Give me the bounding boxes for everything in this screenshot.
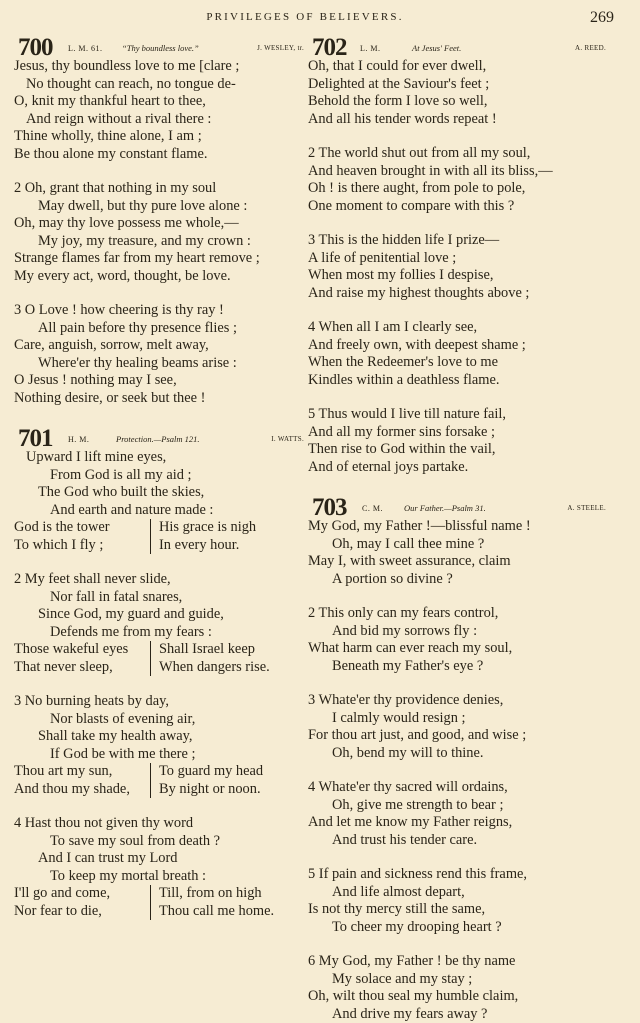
hymn-line: Nor fear to die, <box>14 903 150 921</box>
hymn-line: Beneath my Father's eye ? <box>308 658 608 676</box>
hymn-line: Shall Israel keep <box>150 641 255 659</box>
hymn-line: Where'er thy healing beams arise : <box>14 355 306 373</box>
hymn-line: 3 Whate'er thy providence denies, <box>308 692 608 710</box>
hymn-line: In every hour. <box>150 537 239 555</box>
hymn-703 <box>308 494 608 1023</box>
hymn-line: And earth and nature made : <box>14 502 306 520</box>
hymn-author: A. STEELE. <box>567 504 606 512</box>
left-column <box>14 34 306 920</box>
hymn-line: From God is all my aid ; <box>14 467 306 485</box>
hymn-split-line <box>14 519 306 537</box>
hymn-number: 700 <box>18 36 53 60</box>
hymn-line: All pain before thy presence flies ; <box>14 320 306 338</box>
hymn-line: And all his tender words repeat ! <box>308 111 608 129</box>
hymn-line: Oh, that I could for ever dwell, <box>308 58 608 76</box>
hymn-split-line <box>14 659 306 677</box>
hymn-header <box>14 425 306 449</box>
hymn-line: Oh, bend my will to thine. <box>308 745 608 763</box>
hymn-line: O, knit my thankful heart to thee, <box>14 93 306 111</box>
hymn-line: And drive my fears away ? <box>308 1006 608 1023</box>
hymn-line: No thought can reach, no tongue de- <box>14 76 306 94</box>
hymn-line: 3 O Love ! how cheering is thy ray ! <box>14 302 306 320</box>
hymn-line: Then rise to God within the vail, <box>308 441 608 459</box>
hymn-line: Oh ! is there aught, from pole to pole, <box>308 180 608 198</box>
hymn-source: At Jesus' Feet. <box>412 43 461 53</box>
hymn-line: May I, with sweet assurance, claim <box>308 553 608 571</box>
hymn-line: And bid my sorrows fly : <box>308 623 608 641</box>
hymn-line: Nothing desire, or seek but thee ! <box>14 390 306 408</box>
running-header <box>0 9 640 27</box>
hymn-source: “Thy boundless love.” <box>122 43 199 53</box>
hymn-line: A life of penitential love ; <box>308 250 608 268</box>
running-title: PRIVILEGES OF BELIEVERS. <box>0 11 610 23</box>
hymn-line: My solace and my stay ; <box>308 971 608 989</box>
hymn-line: And heaven brought in with all its bliss,— <box>308 163 608 181</box>
hymn-header <box>308 34 608 58</box>
hymn-line: And reign without a rival there : <box>14 111 306 129</box>
hymn-line: 4 Whate'er thy sacred will ordains, <box>308 779 608 797</box>
hymn-line: Oh, give me strength to bear ; <box>308 797 608 815</box>
hymn-split-line <box>14 641 306 659</box>
hymn-line: One moment to compare with this ? <box>308 198 608 216</box>
hymn-line: 2 My feet shall never slide, <box>14 571 306 589</box>
hymn-line: Strange flames far from my heart remove ; <box>14 250 306 268</box>
hymn-line: Till, from on high <box>150 885 262 903</box>
hymn-split-line <box>14 763 306 781</box>
hymn-line: Care, anguish, sorrow, melt away, <box>14 337 306 355</box>
hymn-line: Since God, my guard and guide, <box>14 606 306 624</box>
hymn-line: And all my former sins forsake ; <box>308 424 608 442</box>
hymn-line: To keep my mortal breath : <box>14 868 306 886</box>
hymn-line: The God who built the skies, <box>14 484 306 502</box>
hymn-split-line <box>14 537 306 555</box>
hymn-line: Thine wholly, thine alone, I am ; <box>14 128 306 146</box>
hymn-line: That never sleep, <box>14 659 150 677</box>
hymn-meter: L. M. <box>360 44 381 53</box>
hymn-line: Those wakeful eyes <box>14 641 150 659</box>
hymn-line: 4 When all I am I clearly see, <box>308 319 608 337</box>
hymn-line: What harm can ever reach my soul, <box>308 640 608 658</box>
hymn-author: A. REED. <box>575 44 606 52</box>
hymn-line: To guard my head <box>150 763 263 781</box>
hymn-line: Kindles within a deathless flame. <box>308 372 608 390</box>
hymn-line: Delighted at the Saviour's feet ; <box>308 76 608 94</box>
hymn-line: When most my follies I despise, <box>308 267 608 285</box>
hymn-701 <box>14 425 306 920</box>
hymn-line: 3 No burning heats by day, <box>14 693 306 711</box>
hymn-line: To save my soul from death ? <box>14 833 306 851</box>
hymn-line: And raise my highest thoughts above ; <box>308 285 608 303</box>
hymn-700 <box>14 34 306 407</box>
hymn-line: And thou my shade, <box>14 781 150 799</box>
hymn-line: 2 Oh, grant that nothing in my soul <box>14 180 306 198</box>
hymn-line: And life almost depart, <box>308 884 608 902</box>
hymn-line: Shall take my health away, <box>14 728 306 746</box>
hymn-line: Upward I lift mine eyes, <box>14 449 306 467</box>
page-number: 269 <box>590 9 614 27</box>
hymn-line: Nor fall in fatal snares, <box>14 589 306 607</box>
hymn-number: 703 <box>312 496 347 520</box>
hymn-line: Oh, wilt thou seal my humble claim, <box>308 988 608 1006</box>
hymn-line: When the Redeemer's love to me <box>308 354 608 372</box>
hymn-line: And of eternal joys partake. <box>308 459 608 477</box>
hymn-line: For thou art just, and good, and wise ; <box>308 727 608 745</box>
hymn-author: J. WESLEY, tr. <box>257 44 304 52</box>
hymn-number: 702 <box>312 36 347 60</box>
hymn-line: 2 The world shut out from all my soul, <box>308 145 608 163</box>
hymn-line: And I can trust my Lord <box>14 850 306 868</box>
hymn-line: Is not thy mercy still the same, <box>308 901 608 919</box>
hymn-line: And trust his tender care. <box>308 832 608 850</box>
hymn-line: Be thou alone my constant flame. <box>14 146 306 164</box>
hymn-source: Our Father.—Psalm 31. <box>404 503 486 513</box>
hymn-line: 6 My God, my Father ! be thy name <box>308 953 608 971</box>
hymn-number: 701 <box>18 427 53 451</box>
hymn-line: Oh, may thy love possess me whole,— <box>14 215 306 233</box>
hymn-line: Oh, may I call thee mine ? <box>308 536 608 554</box>
hymn-header <box>14 34 306 58</box>
hymn-line: To cheer my drooping heart ? <box>308 919 608 937</box>
hymn-line: And let me know my Father reigns, <box>308 814 608 832</box>
hymn-line: If God be with me there ; <box>14 746 306 764</box>
hymn-split-line <box>14 903 306 921</box>
hymn-line: Nor blasts of evening air, <box>14 711 306 729</box>
hymn-line: I'll go and come, <box>14 885 150 903</box>
hymn-line: O Jesus ! nothing may I see, <box>14 372 306 390</box>
hymn-line: 2 This only can my fears control, <box>308 605 608 623</box>
hymn-meter: L. M. 61. <box>68 44 103 53</box>
hymn-line: 4 Hast thou not given thy word <box>14 815 306 833</box>
hymn-meter: C. M. <box>362 504 383 513</box>
hymn-line: God is the tower <box>14 519 150 537</box>
hymn-line: A portion so divine ? <box>308 571 608 589</box>
hymn-author: I. WATTS. <box>271 435 304 443</box>
hymn-line: Behold the form I love so well, <box>308 93 608 111</box>
hymn-line: And freely own, with deepest shame ; <box>308 337 608 355</box>
hymn-line: 3 This is the hidden life I prize— <box>308 232 608 250</box>
hymn-line: I calmly would resign ; <box>308 710 608 728</box>
hymn-702 <box>308 34 608 476</box>
hymn-split-line <box>14 781 306 799</box>
hymn-split-line <box>14 885 306 903</box>
hymn-line: Jesus, thy boundless love to me [clare ; <box>14 58 306 76</box>
hymn-line: By night or noon. <box>150 781 261 799</box>
right-column <box>308 34 608 1023</box>
hymn-line: 5 If pain and sickness rend this frame, <box>308 866 608 884</box>
hymn-line: Thou art my sun, <box>14 763 150 781</box>
hymn-header <box>308 494 608 518</box>
hymn-line: 5 Thus would I live till nature fail, <box>308 406 608 424</box>
hymn-line: To which I fly ; <box>14 537 150 555</box>
hymn-line: May dwell, but thy pure love alone : <box>14 198 306 216</box>
hymn-line: My joy, my treasure, and my crown : <box>14 233 306 251</box>
hymn-line: My God, my Father !—blissful name ! <box>308 518 608 536</box>
hymn-source: Protection.—Psalm 121. <box>116 434 200 444</box>
hymn-line: My every act, word, thought, be love. <box>14 268 306 286</box>
hymn-line: His grace is nigh <box>150 519 256 537</box>
hymn-meter: H. M. <box>68 435 89 444</box>
hymn-line: Defends me from my fears : <box>14 624 306 642</box>
hymn-line: When dangers rise. <box>150 659 270 677</box>
hymn-line: Thou call me home. <box>150 903 274 921</box>
